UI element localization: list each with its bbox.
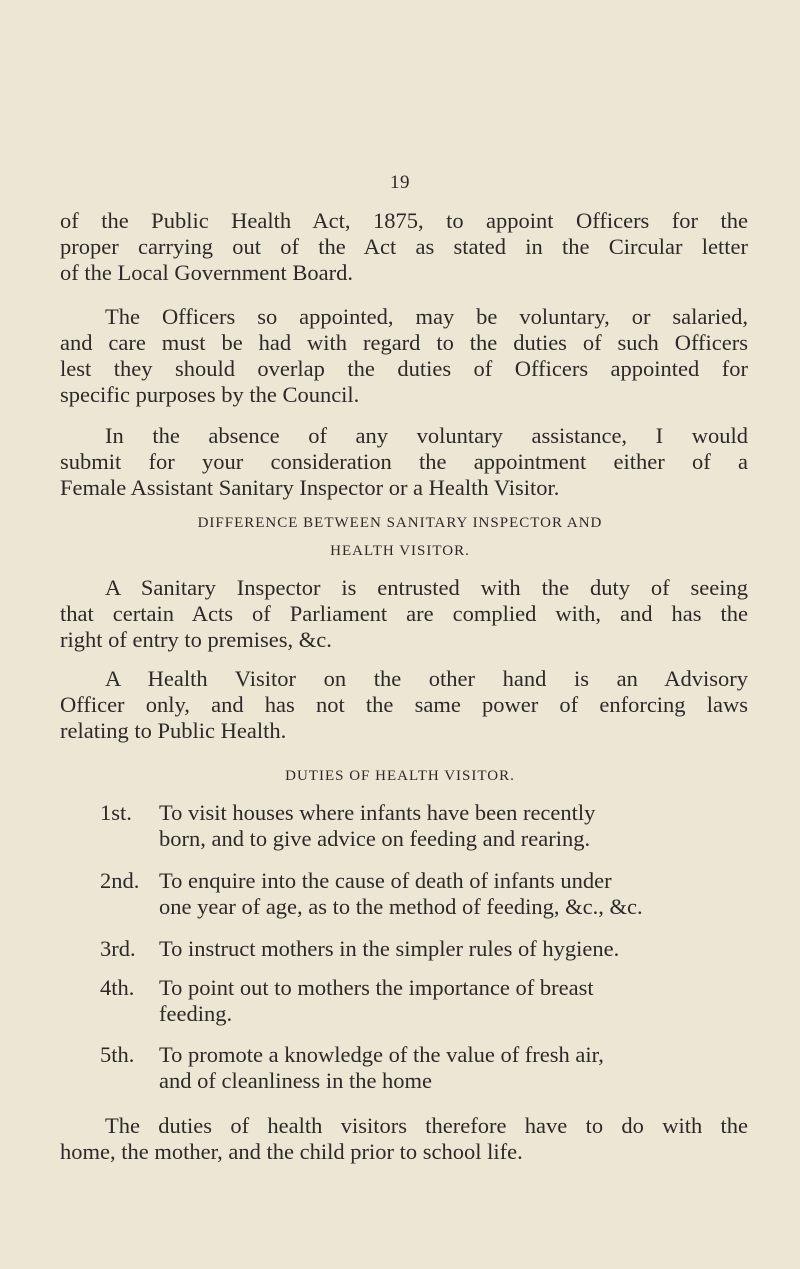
text-line: Female Assistant Sanitary Inspector or a Health Visitor. [60,475,560,500]
text-line: one year of age, as to the method of feeding, &c., &c. [159,894,643,919]
duty-text [159,800,759,852]
duty-text [159,868,759,920]
heading-difference-line1: DIFFERENCE BETWEEN SANITARY INSPECTOR AND [197,515,603,531]
text-line: feeding. [159,1001,233,1026]
text-line: To visit houses where infants have been recently [159,800,596,825]
text-line: of the Public Health Act, 1875, to appoint Officers for the [60,208,748,233]
text-line: The duties of health visitors therefore have to do with the [105,1113,748,1138]
duty-text [159,936,759,962]
page-number: 19 [390,172,410,193]
paragraph-officers-appointed [60,304,748,408]
paragraph-conclusion [60,1113,748,1165]
text-line: To promote a knowledge of the value of fresh air, [159,1042,604,1067]
duty-number: 1st. [100,800,132,825]
duty-text [159,1042,759,1094]
text-line: proper carrying out of the Act as stated in the Circular letter [60,234,748,259]
text-line: specific purposes by the Council. [60,382,360,407]
duty-number: 3rd. [100,936,136,961]
text-line: of the Local Government Board. [60,260,354,285]
duty-number: 2nd. [100,868,140,893]
text-line: To enquire into the cause of death of infants under [159,868,612,893]
text-line: In the absence of any voluntary assistance, I would [105,423,748,448]
paragraph-sanitary-inspector [60,575,748,653]
text-line: and of cleanliness in the home [159,1068,433,1093]
text-line: home, the mother, and the child prior to school life. [60,1139,523,1164]
paragraph-health-visitor [60,666,748,744]
text-line: that certain Acts of Parliament are complied with, and has the [60,601,748,626]
text-line: relating to Public Health. [60,718,287,743]
text-line: A Sanitary Inspector is entrusted with the duty of seeing [105,575,748,600]
duty-text [159,975,759,1027]
text-line: The Officers so appointed, may be voluntary, or salaried, [105,304,748,329]
text-line: To point out to mothers the importance of breast [159,975,594,1000]
text-line: To instruct mothers in the simpler rules of hygiene. [159,936,620,961]
text-line: A Health Visitor on the other hand is an Advisory [105,666,748,691]
text-line: right of entry to premises, &c. [60,627,332,652]
text-line: lest they should overlap the duties of Officers appointed for [60,356,748,381]
paragraph-continuation [60,208,748,286]
heading-duties: DUTIES OF HEALTH VISITOR. [285,768,515,784]
duty-number: 4th. [100,975,135,1000]
text-line: submit for your consideration the appointment either of a [60,449,748,474]
text-line: Officer only, and has not the same power of enforcing laws [60,692,748,717]
text-line: born, and to give advice on feeding and rearing. [159,826,591,851]
paragraph-absence [60,423,748,501]
heading-difference-line2: HEALTH VISITOR. [330,543,470,559]
duty-number: 5th. [100,1042,135,1067]
text-line: and care must be had with regard to the duties of such Officers [60,330,748,355]
